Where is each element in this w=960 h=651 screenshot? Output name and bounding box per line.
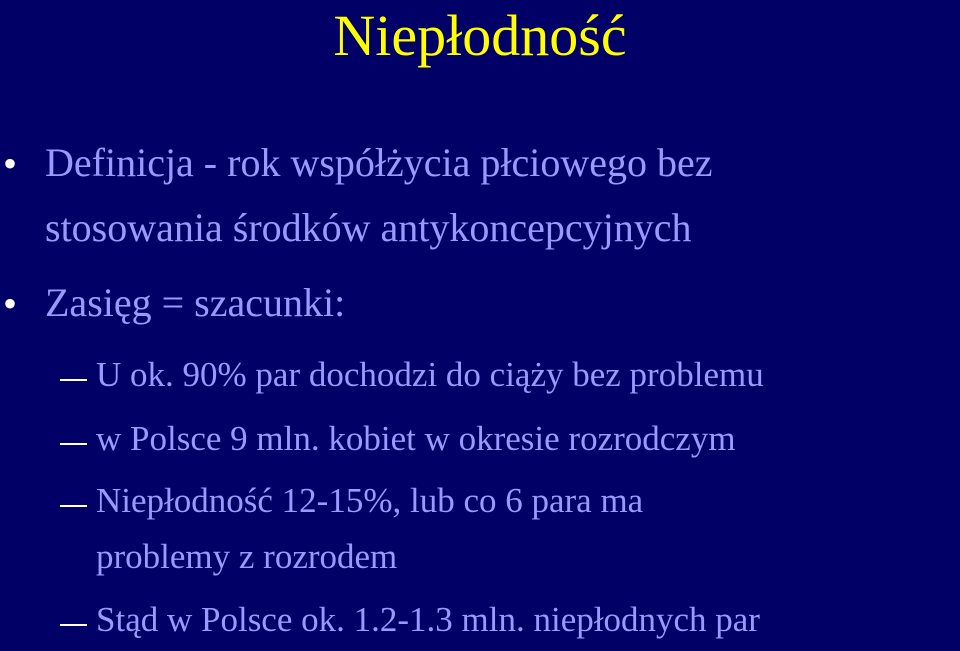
bullet-text-line: Definicja - rok współżycia płciowego bez bbox=[45, 140, 713, 185]
bullet-icon: • bbox=[3, 281, 18, 326]
sub-item-text: Niepłodność 12-15%, lub co 6 para ma bbox=[96, 481, 644, 520]
sub-item-text: Stąd w Polsce ok. 1.2-1.3 mln. niepłodnych par bbox=[96, 600, 760, 639]
sub-item-text: problemy z rozrodem bbox=[96, 537, 398, 576]
bullet-text-line: Zasięg = szacunki: bbox=[45, 280, 346, 325]
dash-icon bbox=[60, 624, 87, 626]
slide-title: Niepłodność bbox=[333, 3, 627, 68]
sub-item-text: w Polsce 9 mln. kobiet w okresie rozrodczym bbox=[96, 419, 736, 458]
bullet-text-line: stosowania środków antykoncepcyjnych bbox=[45, 205, 692, 250]
sub-item-text: U ok. 90% par dochodzi do ciąży bez problemu bbox=[96, 355, 764, 394]
dash-icon bbox=[60, 379, 87, 381]
dash-icon bbox=[60, 443, 87, 445]
dash-icon bbox=[60, 505, 87, 507]
bullet-icon: • bbox=[3, 141, 18, 186]
